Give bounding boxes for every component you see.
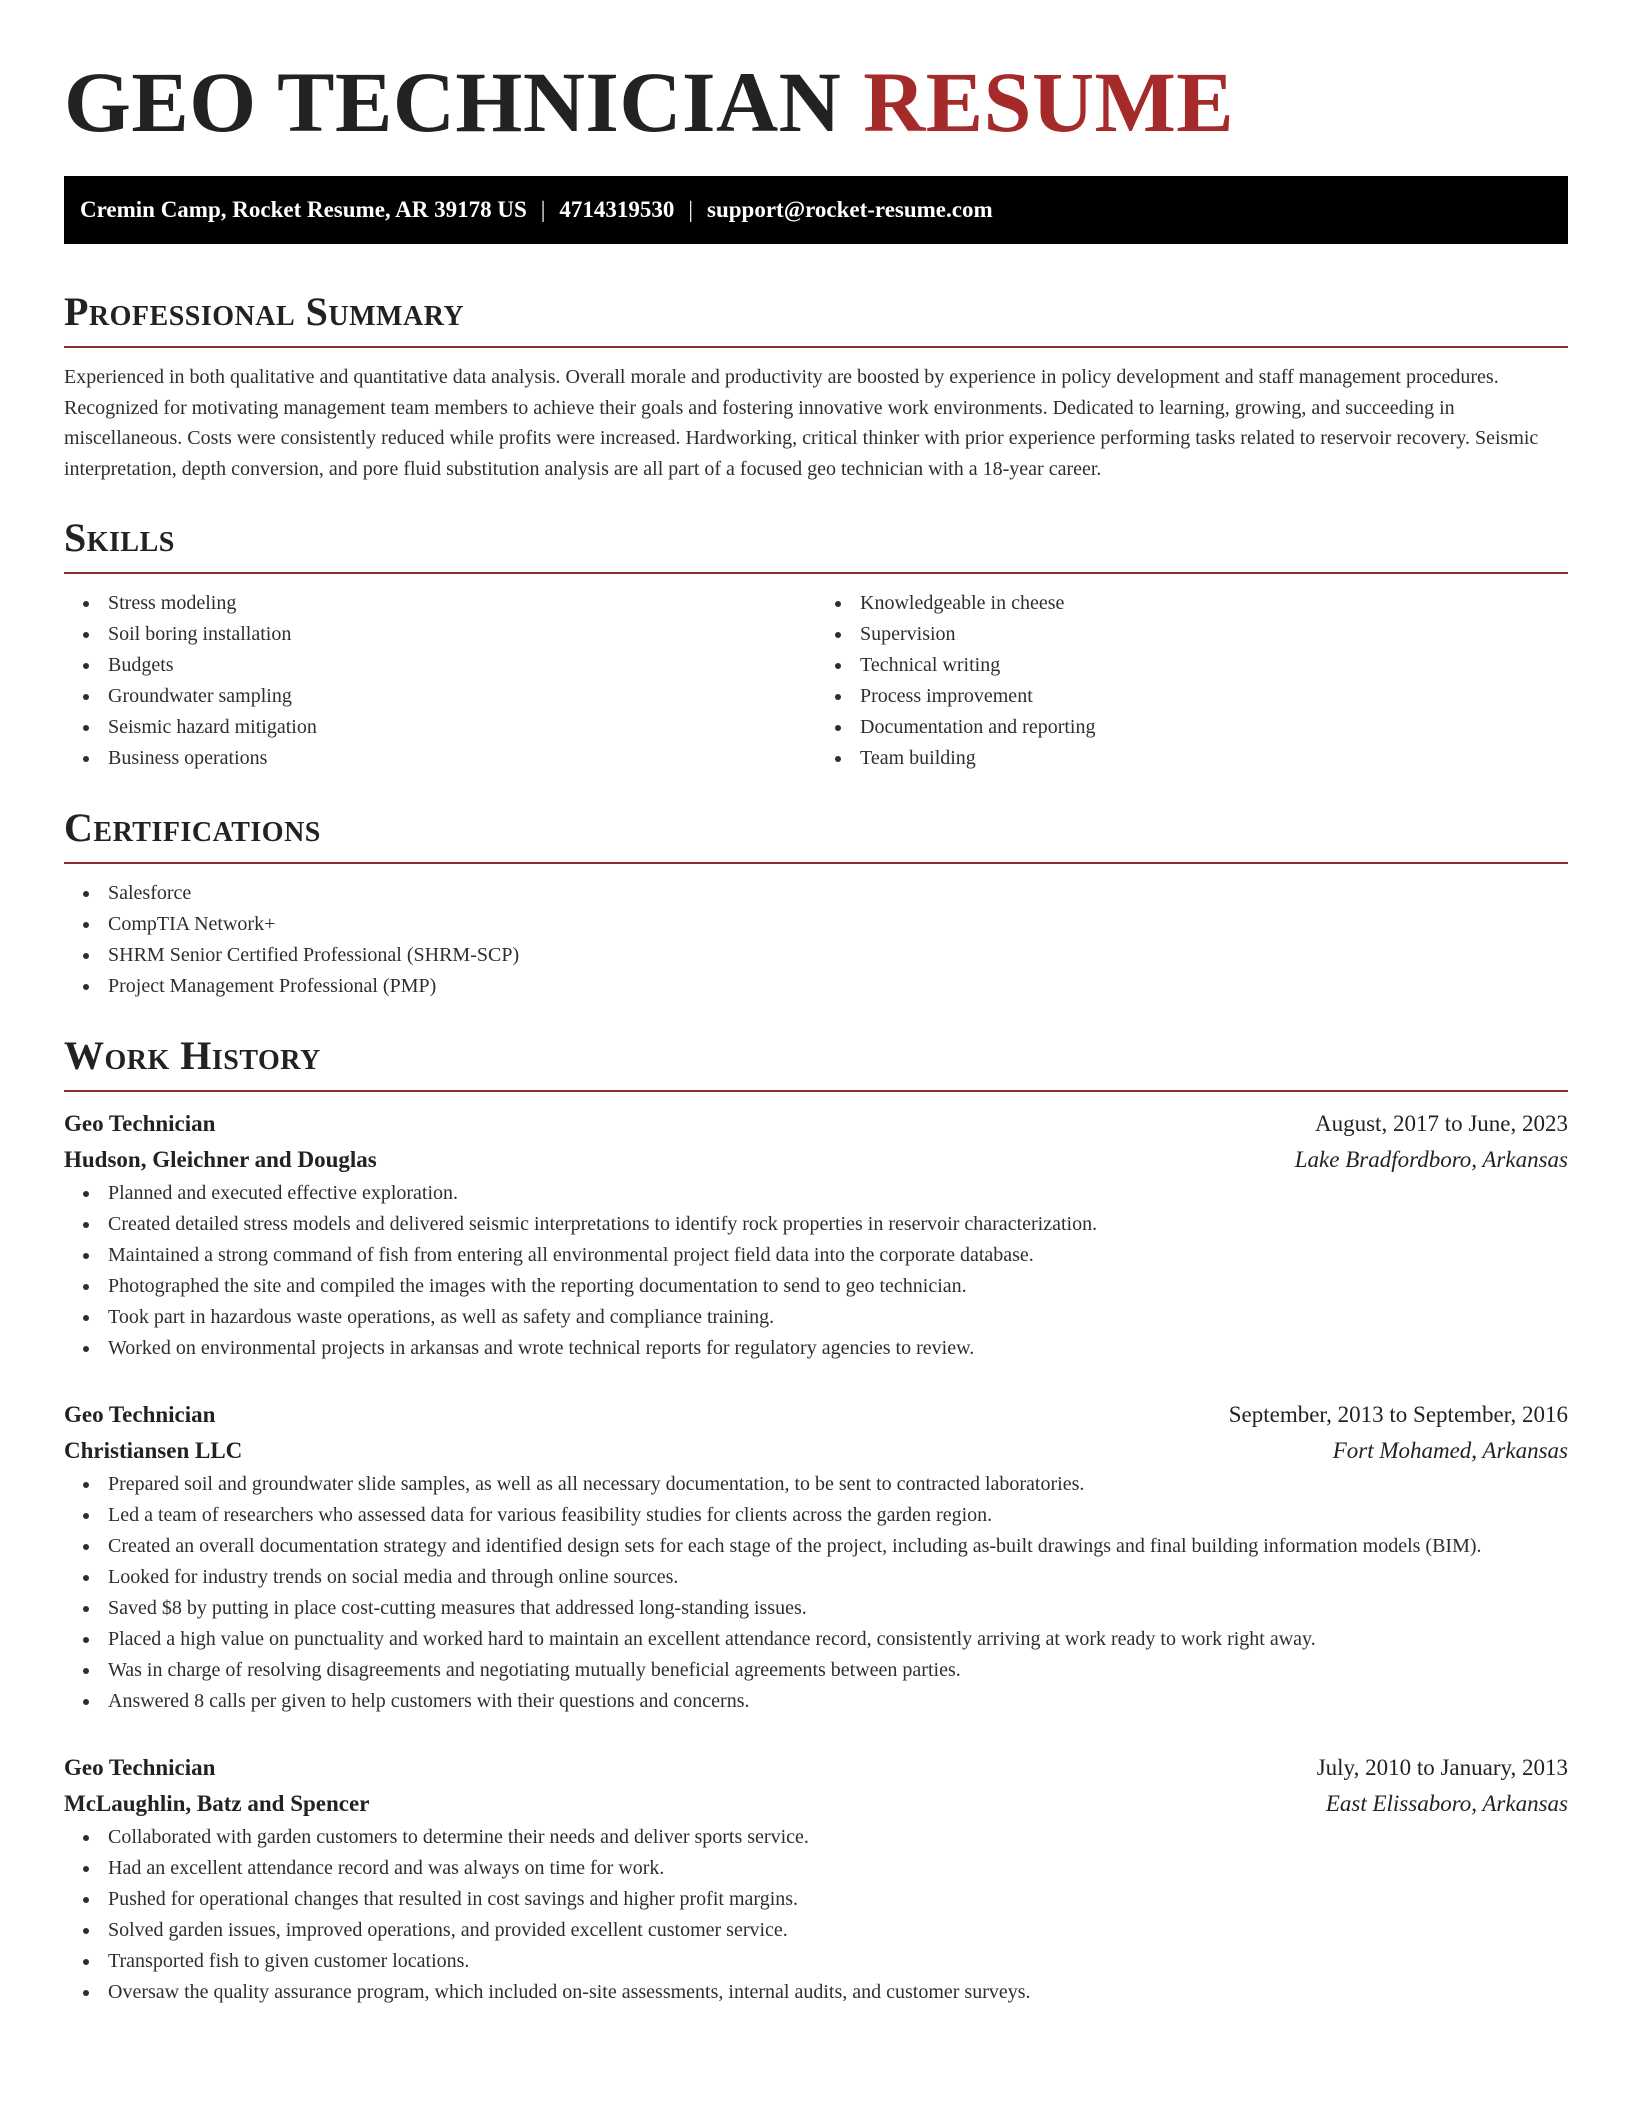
job-company-row [64,1433,1568,1469]
job-title: Geo Technician [64,1402,216,1427]
job-bullet: Worked on environmental projects in arkansas and wrote technical reports for regulatory agencies to review. [108,1333,1568,1364]
job-bullet: Saved $8 by putting in place cost-cutting measures that addressed long-standing issues. [108,1593,1568,1624]
section-heading-skills: Skills [64,515,175,560]
contact-separator: | [688,197,693,222]
job-bullet: Photographed the site and compiled the images with the reporting documentation to send to geo technician. [108,1271,1568,1302]
contact-phone: 4714319530 [559,197,675,222]
certification-item: Salesforce [108,878,1568,909]
work-history-section [64,1032,1568,2008]
job-company: Christiansen LLC [64,1438,243,1463]
skill-item: Soil boring installation [108,619,816,650]
skill-item: Business operations [108,743,816,774]
job-bullet: Transported fish to given customer locations. [108,1946,1568,1977]
certification-item: Project Management Professional (PMP) [108,971,1568,1002]
title-accent: RESUME [863,54,1235,150]
job-location: Lake Bradfordboro, Arkansas [1294,1147,1568,1172]
job-bullet: Answered 8 calls per given to help customers with their questions and concerns. [108,1686,1568,1717]
skills-section [64,514,1568,774]
job-title-row [64,1397,1568,1433]
job-bullet: Looked for industry trends on social media and through online sources. [108,1562,1568,1593]
skills-list-left [64,588,816,774]
skill-item: Groundwater sampling [108,681,816,712]
job-bullet: Had an excellent attendance record and was always on time for work. [108,1853,1568,1884]
skill-item: Documentation and reporting [860,712,1568,743]
job-bullet: Maintained a strong command of fish from entering all environmental project field data into the corporate database. [108,1240,1568,1271]
contact-email: support@rocket-resume.com [707,197,993,222]
section-divider [64,1090,1568,1092]
job-company: Hudson, Gleichner and Douglas [64,1147,377,1172]
skill-item: Stress modeling [108,588,816,619]
section-divider [64,346,1568,348]
job-company-row [64,1786,1568,1822]
title-main: GEO TECHNICIAN [64,54,842,150]
skills-columns [64,588,1568,774]
summary-text: Experienced in both qualitative and quantitative data analysis. Overall morale and productivity are boosted by experience in policy development and staff management procedures. Recognized for motivating management team members to achieve their goals and fostering innovative work environments. Dedicated to learning, growing, and succeeding in miscellaneous. Costs were consistently reduced while profits were increased. Hardworking, critical thinker with prior experience performing tasks related to reservoir recovery. Seismic interpretation, depth conversion, and pore fluid substitution analysis are all part of a focused geo technician with a 18-year career. [64,366,1539,480]
job-bullet: Collaborated with garden customers to determine their needs and deliver sports service. [108,1822,1568,1853]
job-bullet: Created an overall documentation strategy and identified design sets for each stage of the project, including as-built drawings and final building information models (BIM). [108,1531,1568,1562]
job-bullet: Placed a high value on punctuality and worked hard to maintain an excellent attendance record, consistently arriving at work ready to work right away. [108,1624,1568,1655]
skill-item: Knowledgeable in cheese [860,588,1568,619]
job-bullet: Oversaw the quality assurance program, which included on-site assessments, internal audits, and customer surveys. [108,1977,1568,2008]
job-bullet-list [64,1822,1568,2008]
job-title-row [64,1750,1568,1786]
skill-item: Technical writing [860,650,1568,681]
section-divider [64,862,1568,864]
job-bullet: Prepared soil and groundwater slide samples, as well as all necessary documentation, to be sent to contracted laboratories. [108,1469,1568,1500]
job-bullet: Led a team of researchers who assessed data for various feasibility studies for clients across the garden region. [108,1500,1568,1531]
job-bullet: Created detailed stress models and delivered seismic interpretations to identify rock properties in reservoir characterization. [108,1209,1568,1240]
skill-item: Seismic hazard mitigation [108,712,816,743]
job-dates: July, 2010 to January, 2013 [1316,1755,1568,1780]
job-bullet: Took part in hazardous waste operations, as well as safety and compliance training. [108,1302,1568,1333]
contact-separator: | [540,197,546,222]
job-entry [64,1750,1568,2008]
section-heading-certifications: Certifications [64,805,321,850]
skill-item: Budgets [108,650,816,681]
job-company: McLaughlin, Batz and Spencer [64,1791,370,1816]
job-bullet-list [64,1178,1568,1364]
certifications-list [64,878,1568,1002]
skills-list-right [816,588,1568,774]
job-bullet: Planned and executed effective exploration. [108,1178,1568,1209]
section-divider [64,572,1568,574]
job-dates: August, 2017 to June, 2023 [1315,1111,1568,1136]
contact-address: Cremin Camp, Rocket Resume, AR 39178 US [80,197,527,222]
job-title-row [64,1106,1568,1142]
job-bullet: Pushed for operational changes that resulted in cost savings and higher profit margins. [108,1884,1568,1915]
skill-item: Team building [860,743,1568,774]
job-company-row [64,1142,1568,1178]
certification-item: SHRM Senior Certified Professional (SHRM-SCP) [108,940,1568,971]
section-heading-work-history: Work History [64,1033,321,1078]
job-entry [64,1106,1568,1364]
contact-bar [64,176,1568,244]
summary-section [64,288,1568,484]
certifications-section [64,804,1568,1002]
section-heading-summary: Professional Summary [64,289,465,334]
job-bullet: Was in charge of resolving disagreements and negotiating mutually beneficial agreements between parties. [108,1655,1568,1686]
certification-item: CompTIA Network+ [108,909,1568,940]
job-location: Fort Mohamed, Arkansas [1332,1438,1568,1463]
resume-title [64,0,1568,152]
skill-item: Supervision [860,619,1568,650]
job-entry [64,1397,1568,1717]
job-dates: September, 2013 to September, 2016 [1228,1402,1568,1427]
job-title: Geo Technician [64,1111,216,1136]
job-bullet-list [64,1469,1568,1717]
job-title: Geo Technician [64,1755,216,1780]
job-bullet: Solved garden issues, improved operations, and provided excellent customer service. [108,1915,1568,1946]
skill-item: Process improvement [860,681,1568,712]
job-location: East Elissaboro, Arkansas [1325,1791,1568,1816]
